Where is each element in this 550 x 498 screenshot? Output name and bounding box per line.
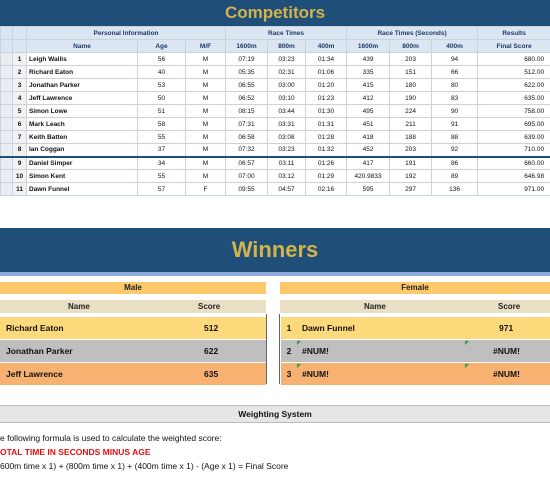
female-subheader: [280, 300, 550, 313]
cell-final: 971.00: [478, 183, 550, 196]
cell-s800: 191: [390, 157, 432, 170]
cell-num: 6: [13, 118, 27, 131]
cell-t800: 04:57: [268, 183, 306, 196]
male-winner-2: [0, 339, 266, 362]
cell-s400: 83: [432, 92, 478, 105]
male-section-header: Male: [0, 282, 266, 294]
col-age: Age: [138, 40, 186, 53]
weighting-formula: 600m time x 1) + (800m time x 1) + (400m time x 1) - (Age x 1) = Final Score: [0, 461, 289, 471]
cell-t400: 01:26: [306, 157, 347, 170]
cell-name: Ian Coggan: [27, 144, 138, 157]
cell-age: 37: [138, 144, 186, 157]
cell-final: 646.98: [478, 170, 550, 183]
col-t400: 400m: [306, 40, 347, 53]
cell-name: Jonathan Parker: [27, 79, 138, 92]
group-race-times: Race Times: [226, 27, 347, 40]
competitor-row: [1, 66, 550, 79]
cell-t1600: 08:15: [226, 105, 268, 118]
row-side-cell: [1, 105, 13, 118]
error-flag-icon: [465, 341, 469, 345]
cell-t1600: 07:00: [226, 170, 268, 183]
competitor-row: [1, 92, 550, 105]
cell-t400: 01:32: [306, 144, 347, 157]
cell-t400: 01:34: [306, 53, 347, 66]
cell-t1600: 07:19: [226, 53, 268, 66]
cell-age: 57: [138, 183, 186, 196]
weighting-system-header: Weighting System: [0, 405, 550, 423]
male-subheader: [0, 300, 266, 313]
cell-t1600: 06:57: [226, 157, 268, 170]
cell-s1600: 439: [347, 53, 390, 66]
cell-t400: 01:23: [306, 92, 347, 105]
column-header-row: [1, 40, 550, 53]
row-side-cell: [1, 118, 13, 131]
winners-band-underline: [0, 272, 550, 276]
cell-num: 3: [13, 79, 27, 92]
competitor-row: [1, 53, 550, 66]
cell-t800: 03:08: [268, 131, 306, 144]
cell-t400: 01:06: [306, 66, 347, 79]
cell-age: 55: [138, 131, 186, 144]
male-winner-1-score: 512: [204, 323, 219, 333]
cell-name: Dawn Funnel: [27, 183, 138, 196]
col-final: Final Score: [478, 40, 550, 53]
cell-s400: 136: [432, 183, 478, 196]
female-winner-2-score: #NUM!: [493, 346, 520, 356]
cell-t800: 03:12: [268, 170, 306, 183]
cell-age: 51: [138, 105, 186, 118]
group-header-row: [1, 27, 550, 40]
cell-t400: 01:30: [306, 105, 347, 118]
row-side-cell: [1, 157, 13, 170]
cell-s800: 180: [390, 79, 432, 92]
cell-final: 660.00: [478, 157, 550, 170]
cell-t1600: 07:32: [226, 144, 268, 157]
cell-mf: F: [186, 183, 226, 196]
cell-s400: 80: [432, 79, 478, 92]
cell-t1600: 09:55: [226, 183, 268, 196]
female-winner-3: [281, 362, 550, 385]
cell-s1600: 420.9833: [347, 170, 390, 183]
female-winner-3-rank: 3: [286, 369, 292, 379]
cell-final: 635.00: [478, 92, 550, 105]
cell-t800: 03:23: [268, 53, 306, 66]
cell-mf: M: [186, 170, 226, 183]
weighting-description: e following formula is used to calculate the weighted score:: [0, 433, 222, 443]
male-winner-2-name: Jonathan Parker: [6, 346, 73, 356]
cell-s400: 92: [432, 144, 478, 157]
cell-s400: 89: [432, 170, 478, 183]
competitor-row: [1, 131, 550, 144]
row-side-cell: [1, 144, 13, 157]
cell-mf: M: [186, 118, 226, 131]
cell-t1600: 06:55: [226, 79, 268, 92]
female-winner-1-score: 971: [499, 323, 514, 333]
cell-age: 58: [138, 118, 186, 131]
cell-name: Simon Kent: [27, 170, 138, 183]
error-flag-icon: [465, 364, 469, 368]
group-personal: Personal Information: [27, 27, 226, 40]
cell-t400: 01:31: [306, 118, 347, 131]
group-race-seconds: Race Times (Seconds): [347, 27, 478, 40]
cell-mf: M: [186, 157, 226, 170]
cell-age: 53: [138, 79, 186, 92]
cell-s1600: 415: [347, 79, 390, 92]
cell-final: 639.00: [478, 131, 550, 144]
cell-num: 7: [13, 131, 27, 144]
cell-num: 10: [13, 170, 27, 183]
male-winner-1: [0, 316, 266, 339]
cell-name: Mark Leach: [27, 118, 138, 131]
row-side-cell: [1, 170, 13, 183]
cell-s800: 203: [390, 53, 432, 66]
row-side-cell: [1, 131, 13, 144]
competitor-row: [1, 105, 550, 118]
cell-name: Leigh Wallis: [27, 53, 138, 66]
cell-num: 9: [13, 157, 27, 170]
male-winner-3-score: 635: [204, 369, 219, 379]
cell-t800: 03:23: [268, 144, 306, 157]
cell-name: Keith Batten: [27, 131, 138, 144]
competitor-row: [1, 144, 550, 157]
col-s1600: 1600m: [347, 40, 390, 53]
col-s800: 800m: [390, 40, 432, 53]
male-score-header: Score: [198, 302, 221, 311]
competitors-table: [0, 26, 550, 196]
cell-s1600: 417: [347, 157, 390, 170]
female-winner-1-rank: 1: [286, 323, 292, 333]
cell-final: 710.00: [478, 144, 550, 157]
cell-age: 40: [138, 66, 186, 79]
col-t1600: 1600m: [226, 40, 268, 53]
cell-s800: 203: [390, 144, 432, 157]
row-side-cell: [1, 53, 13, 66]
cell-t800: 02:31: [268, 66, 306, 79]
cell-s800: 224: [390, 105, 432, 118]
cell-s1600: 451: [347, 118, 390, 131]
cell-t800: 03:44: [268, 105, 306, 118]
female-winner-2-name: #NUM!: [302, 346, 329, 356]
cell-s400: 90: [432, 105, 478, 118]
cell-t800: 03:10: [268, 92, 306, 105]
competitor-row: [1, 183, 550, 196]
male-winner-2-score: 622: [204, 346, 219, 356]
cell-s1600: 595: [347, 183, 390, 196]
cell-t400: 02:16: [306, 183, 347, 196]
cell-final: 680.00: [478, 53, 550, 66]
row-side-cell: [1, 183, 13, 196]
cell-num: 8: [13, 144, 27, 157]
cell-num: 1: [13, 53, 27, 66]
cell-s400: 88: [432, 131, 478, 144]
cell-t400: 01:20: [306, 79, 347, 92]
female-winner-2: [281, 339, 550, 362]
cell-mf: M: [186, 92, 226, 105]
cell-s400: 86: [432, 157, 478, 170]
cell-t1600: 06:52: [226, 92, 268, 105]
male-winner-3: [0, 362, 266, 385]
cell-age: 34: [138, 157, 186, 170]
cell-mf: M: [186, 66, 226, 79]
weighting-emphasis: OTAL TIME IN SECONDS MINUS AGE: [0, 447, 151, 457]
col-t800: 800m: [268, 40, 306, 53]
cell-s800: 297: [390, 183, 432, 196]
cell-final: 758.00: [478, 105, 550, 118]
cell-name: Simon Lowe: [27, 105, 138, 118]
col-mf: M/F: [186, 40, 226, 53]
male-winner-1-name: Richard Eaton: [6, 323, 64, 333]
cell-num: 5: [13, 105, 27, 118]
female-winner-1-name: Dawn Funnel: [302, 323, 355, 333]
cell-final: 695.00: [478, 118, 550, 131]
competitor-row: [1, 118, 550, 131]
cell-s400: 66: [432, 66, 478, 79]
cell-s800: 192: [390, 170, 432, 183]
winners-divider: [266, 314, 280, 384]
competitor-row: [1, 170, 550, 183]
cell-t800: 03:11: [268, 157, 306, 170]
cell-t800: 03:31: [268, 118, 306, 131]
cell-s1600: 335: [347, 66, 390, 79]
cell-t400: 01:28: [306, 131, 347, 144]
error-flag-icon: [297, 364, 301, 368]
female-section-header: Female: [280, 282, 550, 294]
competitors-title: Competitors: [224, 3, 326, 22]
cell-name: Jeff Lawrence: [27, 92, 138, 105]
competitors-body: [1, 53, 550, 196]
cell-t1600: 06:58: [226, 131, 268, 144]
cell-name: Daniel Simper: [27, 157, 138, 170]
cell-s1600: 495: [347, 105, 390, 118]
cell-mf: M: [186, 144, 226, 157]
cell-s800: 190: [390, 92, 432, 105]
female-winner-2-rank: 2: [286, 346, 292, 356]
cell-s1600: 412: [347, 92, 390, 105]
male-winner-3-name: Jeff Lawrence: [6, 369, 63, 379]
cell-age: 55: [138, 170, 186, 183]
female-winner-3-name: #NUM!: [302, 369, 329, 379]
cell-t1600: 05:35: [226, 66, 268, 79]
error-flag-icon: [297, 341, 301, 345]
cell-final: 622.00: [478, 79, 550, 92]
female-winner-1: [281, 316, 550, 339]
cell-t400: 01:29: [306, 170, 347, 183]
cell-s400: 94: [432, 53, 478, 66]
competitor-row: [1, 157, 550, 170]
cell-num: 2: [13, 66, 27, 79]
cell-age: 50: [138, 92, 186, 105]
cell-s800: 151: [390, 66, 432, 79]
cell-t800: 03:00: [268, 79, 306, 92]
female-winner-3-score: #NUM!: [493, 369, 520, 379]
winners-title: Winners: [231, 237, 319, 262]
cell-mf: M: [186, 53, 226, 66]
cell-mf: M: [186, 131, 226, 144]
female-score-header: Score: [498, 302, 521, 311]
cell-t1600: 07:31: [226, 118, 268, 131]
cell-num: 11: [13, 183, 27, 196]
cell-s800: 211: [390, 118, 432, 131]
cell-s1600: 452: [347, 144, 390, 157]
col-name: Name: [27, 40, 138, 53]
cell-mf: M: [186, 79, 226, 92]
competitor-row: [1, 79, 550, 92]
female-name-header: Name: [364, 302, 386, 311]
cell-s1600: 418: [347, 131, 390, 144]
cell-num: 4: [13, 92, 27, 105]
cell-final: 512.00: [478, 66, 550, 79]
row-side-cell: [1, 66, 13, 79]
cell-s800: 188: [390, 131, 432, 144]
row-side-cell: [1, 79, 13, 92]
male-name-header: Name: [68, 302, 90, 311]
cell-age: 56: [138, 53, 186, 66]
cell-mf: M: [186, 105, 226, 118]
col-s400: 400m: [432, 40, 478, 53]
row-side-cell: [1, 92, 13, 105]
cell-name: Richard Eaton: [27, 66, 138, 79]
cell-s400: 91: [432, 118, 478, 131]
group-results: Results: [478, 27, 550, 40]
